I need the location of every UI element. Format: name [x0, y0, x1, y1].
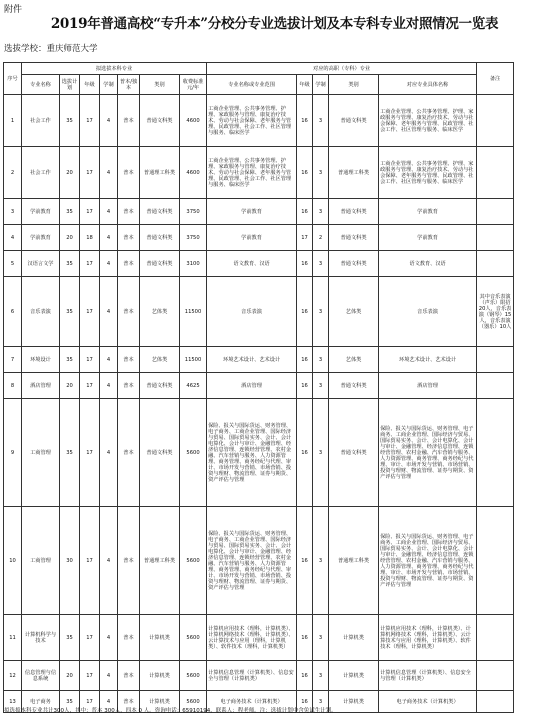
cell-fee: 11500 — [180, 277, 207, 347]
cell-seq: 4 — [4, 225, 22, 251]
cell-remark — [477, 199, 514, 225]
cell-remark — [477, 347, 514, 373]
cell-fee: 5600 — [180, 615, 207, 661]
cell-name: 信息管理与信息系统 — [22, 661, 60, 691]
school-label: 选拔学校：重庆师范大学 — [4, 44, 98, 54]
cell-length: 4 — [100, 373, 118, 399]
cell-name: 汉语言文学 — [22, 251, 60, 277]
cell-length: 4 — [100, 399, 118, 507]
cell-year: 17 — [80, 347, 100, 373]
cell-remark — [477, 251, 514, 277]
header-undergrad-type: 普本/独本 — [118, 75, 140, 95]
table-row — [4, 277, 514, 347]
table-row — [4, 147, 514, 199]
cell-college-length: 3 — [313, 147, 329, 199]
cell-detail: 计算机信息管理（计算机类）、信息安全与管理（计算机类） — [379, 661, 477, 691]
cell-plan: 35 — [60, 399, 80, 507]
cell-college-length: 3 — [313, 347, 329, 373]
cell-college-category: 普通文科类 — [329, 373, 379, 399]
cell-college-length: 3 — [313, 199, 329, 225]
cell-fee: 5600 — [180, 691, 207, 713]
cell-category: 艺体类 — [140, 347, 180, 373]
footnote: 拟选拔本科专业共计300人，其中：普本 300人，四本 0 人。咨询电话：65910194，联系人：程老师。注：选拔计划中含免试生计划。 — [4, 708, 337, 714]
cell-detail: 保险、报关与国际货运、财务管理、电子商务、工商企业管理、国际经济与贸易、国际贸易实务、会计、会计电算化、会计与审计、金融管理、经济信息管理、连锁经营管理、农村金融、汽车营销与服务、人力资源管理、商务管理、商务经纪与代理、审计、市场开发与营销、市场营销、投资与理财、物流管理、证券与期货、资产评估与管理 — [379, 399, 477, 507]
cell-remark — [477, 399, 514, 507]
cell-college-year: 16 — [297, 399, 313, 507]
cell-fee: 5600 — [180, 661, 207, 691]
cell-plan: 35 — [60, 251, 80, 277]
cell-remark — [477, 691, 514, 713]
cell-detail: 音乐表演 — [379, 277, 477, 347]
cell-fee: 3750 — [180, 225, 207, 251]
cell-category: 普通文科类 — [140, 373, 180, 399]
cell-length: 4 — [100, 95, 118, 147]
cell-college-length: 3 — [313, 399, 329, 507]
cell-seq: 8 — [4, 373, 22, 399]
cell-college-category: 普通理工科类 — [329, 147, 379, 199]
cell-college-category: 艺体类 — [329, 347, 379, 373]
cell-college-category: 计算机类 — [329, 691, 379, 713]
cell-college-length: 3 — [313, 277, 329, 347]
table-row — [4, 347, 514, 373]
cell-plan: 20 — [60, 225, 80, 251]
cell-length: 4 — [100, 507, 118, 615]
cell-scope: 工商企业管理、公共事务管理、护理、家政服务与管理、康复治疗技术、劳动与社会保障、老年服务与管理、民政管理、社会工作、社区管理与服务、临床医学 — [207, 95, 297, 147]
cell-type: 普本 — [118, 277, 140, 347]
cell-scope: 学前教育 — [207, 199, 297, 225]
cell-name: 社会工作 — [22, 147, 60, 199]
cell-college-length: 3 — [313, 691, 329, 713]
cell-plan: 20 — [60, 147, 80, 199]
cell-seq: 11 — [4, 615, 22, 661]
header-undergrad-fee: 收费标准元/年 — [180, 75, 207, 95]
cell-category: 普通理工科类 — [140, 147, 180, 199]
cell-detail: 学前教育 — [379, 225, 477, 251]
cell-length: 4 — [100, 147, 118, 199]
cell-college-year: 16 — [297, 507, 313, 615]
cell-type: 普本 — [118, 347, 140, 373]
cell-plan: 35 — [60, 615, 80, 661]
cell-year: 18 — [80, 225, 100, 251]
cell-college-category: 普通理工科类 — [329, 507, 379, 615]
cell-scope: 计算机应用技术（理科，计算机类）、计算机网络技术（理科，计算机类）、云计算技术与应用（理科，计算机类）、软件技术（理科，计算机类） — [207, 615, 297, 661]
cell-seq: 7 — [4, 347, 22, 373]
cell-category: 普通文科类 — [140, 251, 180, 277]
cell-college-length: 3 — [313, 661, 329, 691]
table-row — [4, 251, 514, 277]
cell-seq: 1 — [4, 95, 22, 147]
cell-college-year: 16 — [297, 147, 313, 199]
header-seq: 序号 — [4, 63, 22, 95]
header-undergrad-year: 年级 — [80, 75, 100, 95]
cell-category: 普通文科类 — [140, 95, 180, 147]
cell-college-year: 16 — [297, 277, 313, 347]
header-undergrad-plan: 选拔计划 — [60, 75, 80, 95]
cell-college-category: 普通文科类 — [329, 399, 379, 507]
cell-length: 4 — [100, 347, 118, 373]
header-undergrad-name: 专业名称 — [22, 75, 60, 95]
cell-fee: 5600 — [180, 399, 207, 507]
cell-college-year: 16 — [297, 199, 313, 225]
cell-college-category: 艺体类 — [329, 277, 379, 347]
cell-seq: 6 — [4, 277, 22, 347]
attachment-label: 附件 — [4, 5, 23, 15]
cell-remark — [477, 615, 514, 661]
cell-type: 普本 — [118, 147, 140, 199]
cell-seq: 2 — [4, 147, 22, 199]
cell-fee: 11500 — [180, 347, 207, 373]
cell-college-length: 3 — [313, 373, 329, 399]
cell-plan: 20 — [60, 373, 80, 399]
cell-detail: 学前教育 — [379, 199, 477, 225]
cell-seq: 12 — [4, 661, 22, 691]
cell-plan: 35 — [60, 347, 80, 373]
cell-college-category: 普通文科类 — [329, 95, 379, 147]
cell-college-year: 16 — [297, 615, 313, 661]
cell-plan: 35 — [60, 199, 80, 225]
cell-category: 普通文科类 — [140, 225, 180, 251]
cell-college-year: 16 — [297, 95, 313, 147]
cell-name: 环境设计 — [22, 347, 60, 373]
cell-college-length: 3 — [313, 615, 329, 661]
cell-detail: 保险、报关与国际货运、财务管理、电子商务、工商企业管理、国际经济与贸易、国际贸易实务、会计、会计电算化、会计与审计、金融管理、经济信息管理、连锁经营管理、农村金融、汽车营销与服务、人力资源管理、商务管理、商务经纪与代理、审计、市场开发与营销、市场营销、投资与理财、物流管理、证券与期货、资产评估与管理 — [379, 507, 477, 615]
cell-college-category: 普通文科类 — [329, 199, 379, 225]
cell-remark — [477, 147, 514, 199]
cell-length: 4 — [100, 225, 118, 251]
cell-type: 普本 — [118, 661, 140, 691]
cell-remark — [477, 661, 514, 691]
cell-college-category: 计算机类 — [329, 661, 379, 691]
cell-scope: 工商企业管理、公共事务管理、护理、家政服务与管理、康复治疗技术、劳动与社会保障、老年服务与管理、民政管理、社会工作、社区管理与服务、临床医学 — [207, 147, 297, 199]
cell-remark — [477, 373, 514, 399]
cell-name: 工商管理 — [22, 507, 60, 615]
cell-fee: 4600 — [180, 147, 207, 199]
cell-category: 计算机类 — [140, 661, 180, 691]
cell-year: 17 — [80, 691, 100, 713]
cell-scope: 计算机信息管理（计算机类）、信息安全与管理（计算机类） — [207, 661, 297, 691]
cell-detail: 语文教育、汉语 — [379, 251, 477, 277]
cell-length: 4 — [100, 199, 118, 225]
cell-scope: 保险、报关与国际货运、财务管理、电子商务、工商企业管理、国际经济与贸易、国际贸易实务、会计、会计电算化、会计与审计、金融管理、经济信息管理、连锁经营管理、农村金融、汽车营销与服务、人力资源管理、商务管理、商务经纪与代理、审计、市场开发与营销、市场营销、投资与理财、物流管理、证券与期货、资产评估与管理 — [207, 399, 297, 507]
header-group-college: 对应的高职（专科）专业 — [207, 63, 477, 75]
cell-type: 普本 — [118, 399, 140, 507]
cell-scope: 酒店管理 — [207, 373, 297, 399]
cell-college-length: 3 — [313, 507, 329, 615]
cell-plan: 35 — [60, 277, 80, 347]
cell-name: 学前教育 — [22, 225, 60, 251]
cell-plan: 35 — [60, 691, 80, 713]
cell-type: 普本 — [118, 251, 140, 277]
cell-fee: 3100 — [180, 251, 207, 277]
cell-year: 17 — [80, 251, 100, 277]
table-row — [4, 95, 514, 147]
cell-category: 普通文科类 — [140, 399, 180, 507]
cell-seq: 13 — [4, 691, 22, 713]
cell-fee: 4625 — [180, 373, 207, 399]
cell-scope: 语文教育、汉语 — [207, 251, 297, 277]
cell-detail: 环境艺术设计、艺术设计 — [379, 347, 477, 373]
cell-college-year: 16 — [297, 661, 313, 691]
cell-scope: 保险、报关与国际货运、财务管理、电子商务、工商企业管理、国际经济与贸易、国际贸易实务、会计、会计电算化、会计与审计、金融管理、经济信息管理、连锁经营管理、农村金融、汽车营销与服务、人力资源管理、商务管理、商务经纪与代理、审计、市场开发与营销、市场营销、投资与理财、物流管理、证券与期货、资产评估与管理 — [207, 507, 297, 615]
cell-type: 普本 — [118, 691, 140, 713]
cell-college-category: 计算机类 — [329, 615, 379, 661]
page-title: 2019年普通高校“专升本”分校分专业选拔计划及本专科专业对照情况一览表 — [50, 16, 499, 32]
cell-name: 社会工作 — [22, 95, 60, 147]
cell-type: 普本 — [118, 95, 140, 147]
cell-remark — [477, 95, 514, 147]
cell-length: 4 — [100, 691, 118, 713]
cell-category: 普通文科类 — [140, 199, 180, 225]
cell-category: 计算机类 — [140, 691, 180, 713]
cell-year: 17 — [80, 277, 100, 347]
cell-name: 酒店管理 — [22, 373, 60, 399]
table-row — [4, 507, 514, 615]
cell-year: 17 — [80, 661, 100, 691]
cell-scope: 环境艺术设计、艺术设计 — [207, 347, 297, 373]
cell-category: 艺体类 — [140, 277, 180, 347]
cell-college-year: 16 — [297, 691, 313, 713]
header-college-category: 类别 — [329, 75, 379, 95]
cell-detail: 酒店管理 — [379, 373, 477, 399]
cell-detail: 计算机应用技术（理科，计算机类）、计算机网络技术（理科，计算机类）、云计算技术与应用（理科，计算机类）、软件技术（理科，计算机类） — [379, 615, 477, 661]
cell-scope: 电子商务技术（计算机类） — [207, 691, 297, 713]
cell-year: 17 — [80, 399, 100, 507]
cell-seq: 9 — [4, 399, 22, 507]
cell-detail: 工商企业管理、公共事务管理、护理、家政服务与管理、康复治疗技术、劳动与社会保障、老年服务与管理、民政管理、社会工作、社区管理与服务、临床医学 — [379, 147, 477, 199]
cell-college-year: 16 — [297, 373, 313, 399]
cell-year: 17 — [80, 507, 100, 615]
cell-college-length: 2 — [313, 225, 329, 251]
cell-seq: 3 — [4, 199, 22, 225]
table-row — [4, 199, 514, 225]
cell-plan: 30 — [60, 507, 80, 615]
cell-name: 电子商务 — [22, 691, 60, 713]
cell-detail: 工商企业管理、公共事务管理、护理、家政服务与管理、康复治疗技术、劳动与社会保障、老年服务与管理、民政管理、社会工作、社区管理与服务、临床医学 — [379, 95, 477, 147]
cell-seq: 10 — [4, 507, 22, 615]
cell-length: 4 — [100, 661, 118, 691]
header-college-year: 年级 — [297, 75, 313, 95]
cell-type: 普本 — [118, 225, 140, 251]
cell-name: 学前教育 — [22, 199, 60, 225]
cell-college-length: 3 — [313, 251, 329, 277]
table-row — [4, 225, 514, 251]
cell-length: 4 — [100, 277, 118, 347]
cell-type: 普本 — [118, 615, 140, 661]
cell-fee: 3750 — [180, 199, 207, 225]
cell-seq: 5 — [4, 251, 22, 277]
cell-name: 计算机科学与技术 — [22, 615, 60, 661]
header-college-detail: 对应专业具体名称 — [379, 75, 477, 95]
cell-category: 计算机类 — [140, 615, 180, 661]
cell-type: 普本 — [118, 199, 140, 225]
cell-name: 音乐表演 — [22, 277, 60, 347]
header-remark: 备注 — [477, 63, 514, 95]
cell-category: 普通理工科类 — [140, 507, 180, 615]
cell-year: 17 — [80, 615, 100, 661]
cell-fee: 4600 — [180, 95, 207, 147]
cell-scope: 学前教育 — [207, 225, 297, 251]
cell-type: 普本 — [118, 507, 140, 615]
cell-remark: 其中音乐表演（声乐）限招20人，音乐表演（钢琴）15人，音乐表演（器乐）10人 — [477, 277, 514, 347]
table-row — [4, 399, 514, 507]
plan-table — [3, 62, 514, 713]
header-undergrad-length: 学制 — [100, 75, 118, 95]
header-college-scope: 专业名称或专业范围 — [207, 75, 297, 95]
header-group-undergrad: 拟选拔本科专业 — [22, 63, 207, 75]
cell-length: 4 — [100, 251, 118, 277]
header-college-length: 学制 — [313, 75, 329, 95]
cell-scope: 音乐表演 — [207, 277, 297, 347]
table-row — [4, 615, 514, 661]
cell-length: 4 — [100, 615, 118, 661]
cell-year: 17 — [80, 95, 100, 147]
cell-plan: 20 — [60, 661, 80, 691]
cell-college-category: 普通文科类 — [329, 251, 379, 277]
header-undergrad-category: 类别 — [140, 75, 180, 95]
cell-year: 17 — [80, 199, 100, 225]
cell-college-year: 16 — [297, 251, 313, 277]
cell-remark — [477, 507, 514, 615]
cell-year: 17 — [80, 147, 100, 199]
cell-name: 工商管理 — [22, 399, 60, 507]
cell-detail: 电子商务技术（计算机类） — [379, 691, 477, 713]
cell-college-category: 普通文科类 — [329, 225, 379, 251]
table-row — [4, 661, 514, 691]
cell-fee: 5600 — [180, 507, 207, 615]
cell-remark — [477, 225, 514, 251]
cell-plan: 35 — [60, 95, 80, 147]
cell-college-year: 17 — [297, 225, 313, 251]
cell-college-year: 16 — [297, 347, 313, 373]
cell-year: 17 — [80, 373, 100, 399]
table-row — [4, 373, 514, 399]
cell-college-length: 3 — [313, 95, 329, 147]
cell-type: 普本 — [118, 373, 140, 399]
